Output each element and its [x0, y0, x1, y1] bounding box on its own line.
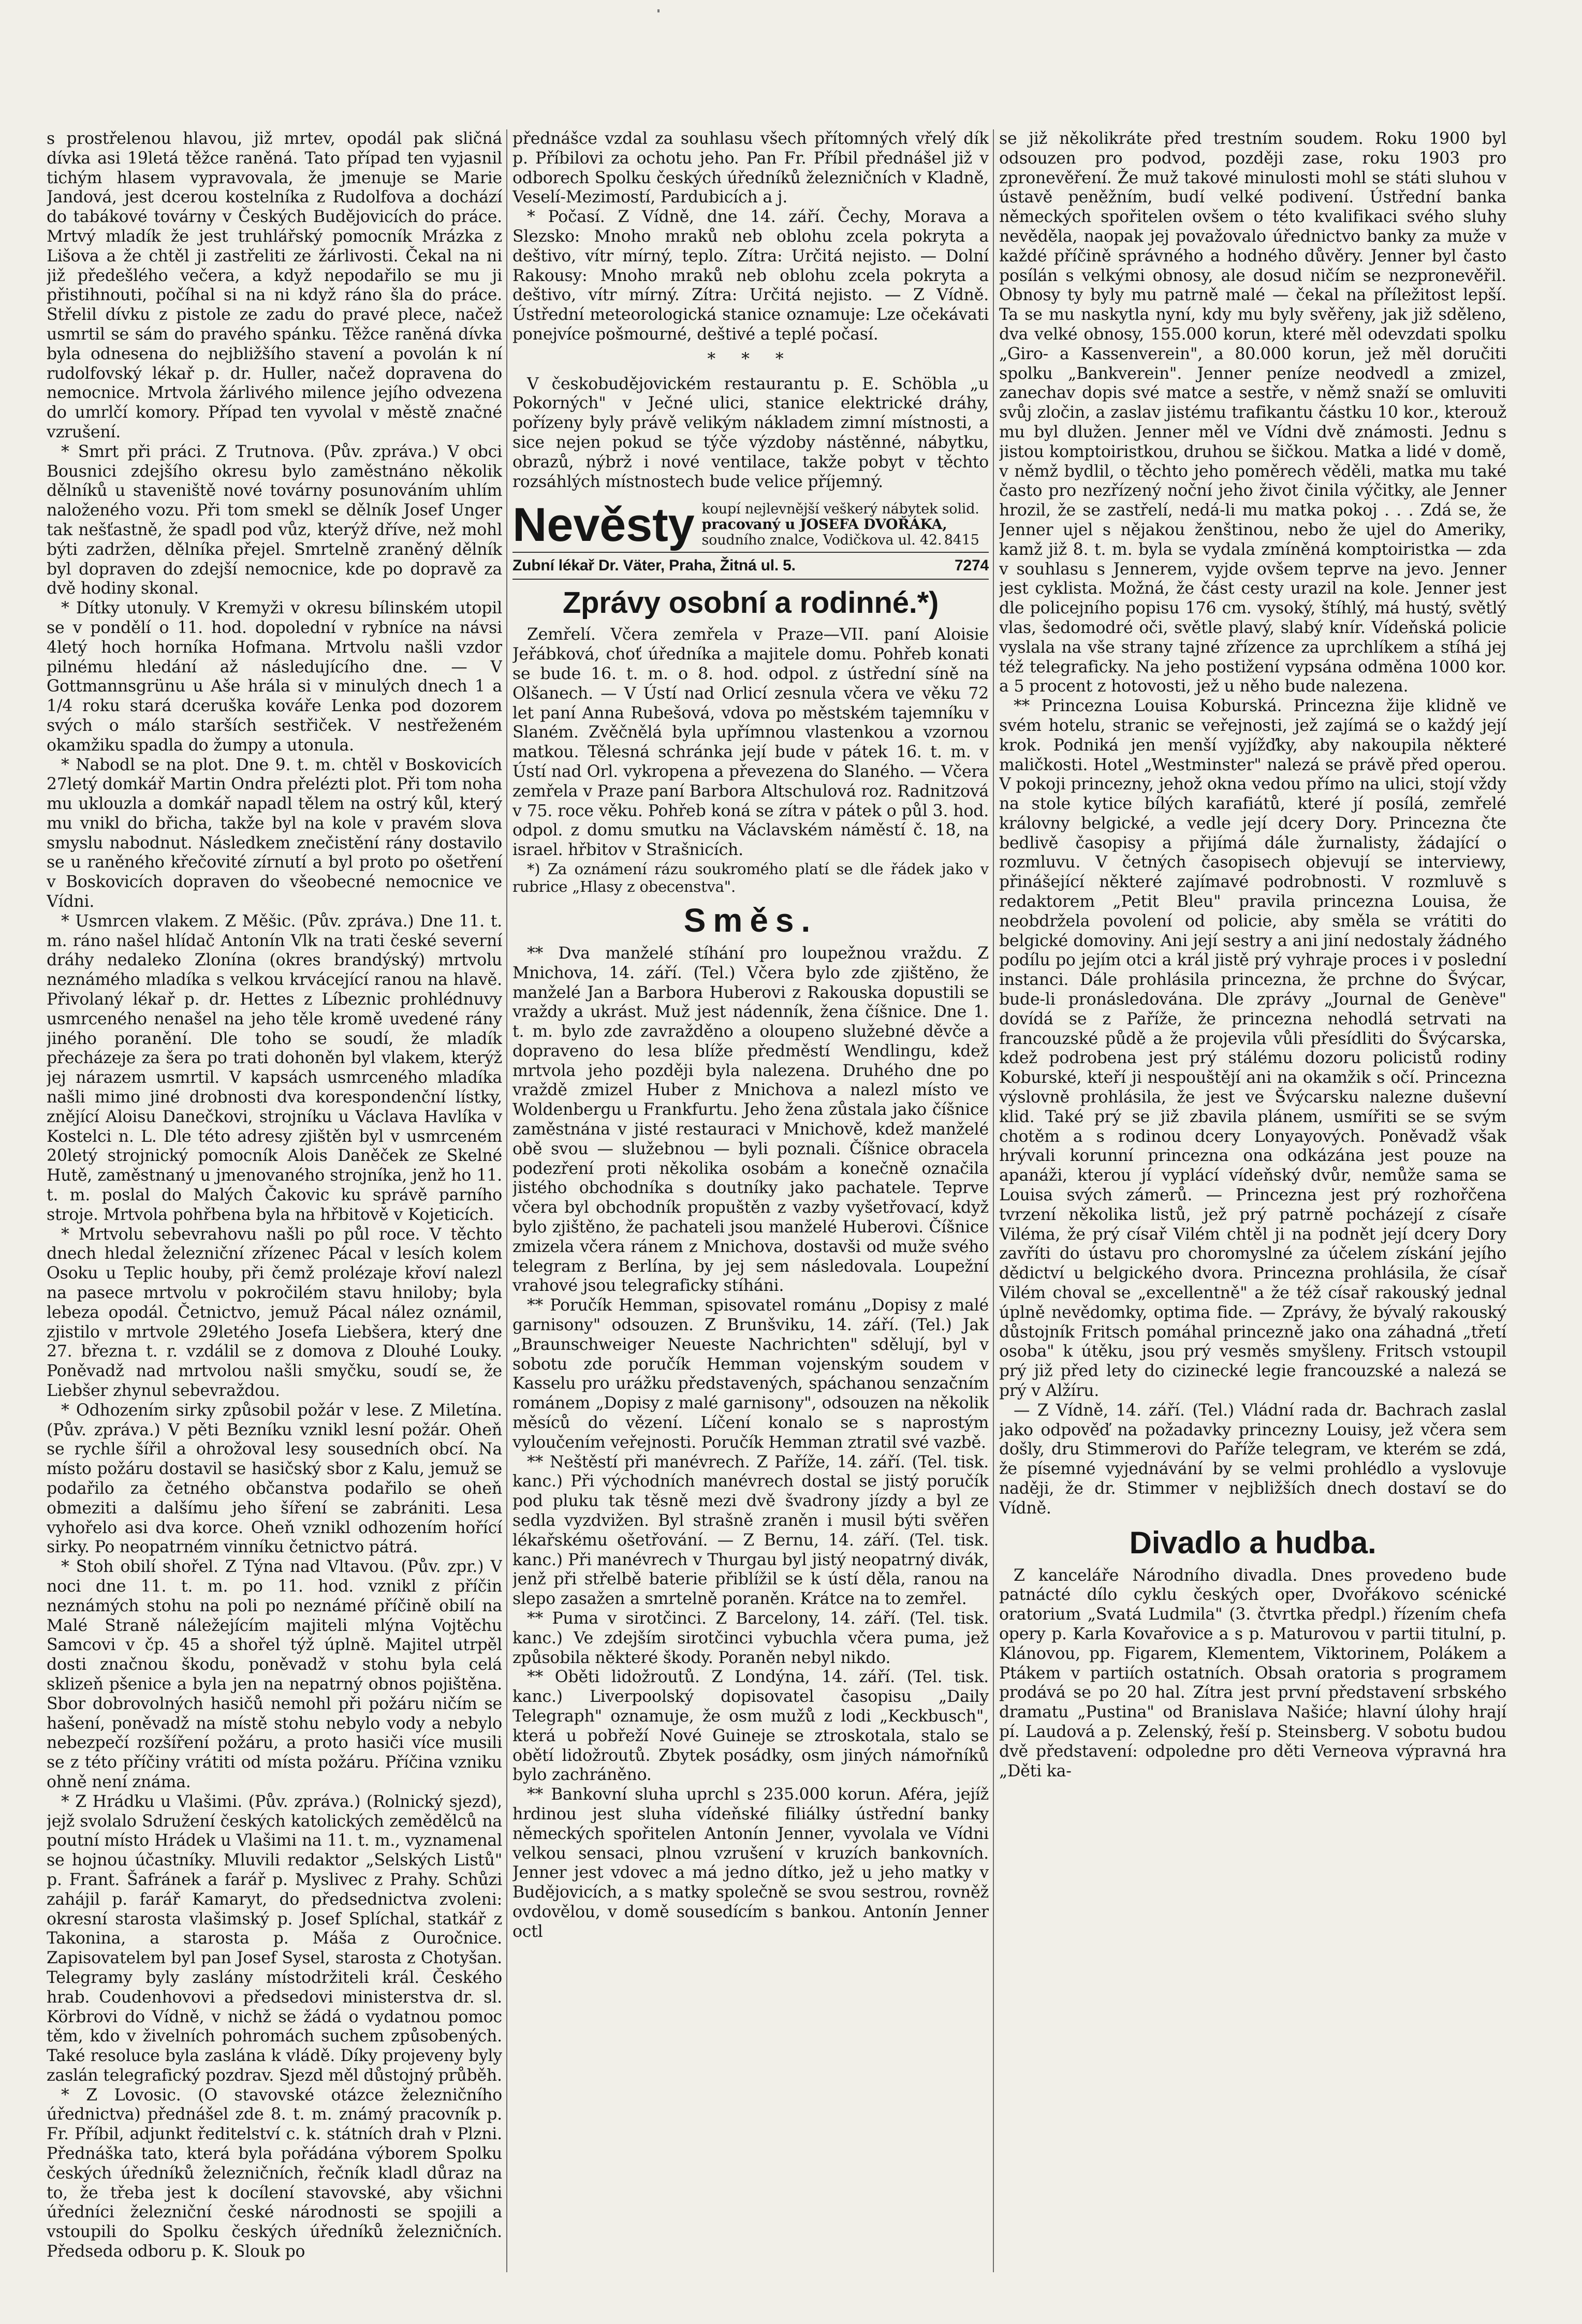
- ad-line: koupí nejlevnější veškerý nábytek solid.: [701, 501, 979, 518]
- article-paragraph: * Stoh obilí shořel. Z Týna nad Vltavou. (Pův. zpr.) V noci dne 11. t. m. po 11. hod. vznikl z příčin neznámých stohu na poli po neznámé příčině obilí na Malé Straně náležejícím majiteli mlýna Vojtěchu Samcovi v čp. 45 a shořel týž úplně. Majitel utrpěl dosti značnou škodu, poněvadž v stohu byla celá sklizeň pšenice a byla jen na nepatrný obnos pojištěna. Sbor dobrovolných hasičů nemohl při požáru ničím se hašení, poněvadž na místě stohu nebylo vody a nebylo nebezpečí rozšíření požáru, a proto hasiči více musili se z této příčiny vrátiti od místa požáru. Příčina vzniku ohně není známa.: [47, 1557, 502, 1791]
- article-paragraph: * Mrtvolu sebevrahovu našli po půl roce. V těchto dnech hledal železniční zřízenec Pácal v lesích kolem Osoku u Teplic houby, při čemž prolézaje křoví nalezl na pasece mrtvolu v pokročilém stavu hniloby; byla lebeza opodál. Četnictvo, jemuž Pácal nález oznámil, zjistilo v mrtvole 29letého Josefa Liebšera, který dne 27. března t. r. vzdálil se z domova z Dlouhé Louky. Poněvadž nad mrtvolou našli smyčku, soudí se, že Liebšer zhynul sebevraždou.: [47, 1225, 502, 1400]
- page-mark: [657, 9, 660, 12]
- section-heading-theatre: Divadlo a hudba.: [1129, 1525, 1376, 1560]
- ad-text: Zubní lékař Dr. Väter, Praha, Žitná ul. 5.: [512, 557, 796, 575]
- article-paragraph: * Usmrcen vlakem. Z Měšic. (Pův. zpráva.) Dne 11. t. m. ráno našel hlídač Antonín Vlk na trati české severní dráhy nedaleko Zlonína (okres brandýský) mrtvolu neznámého mladíka s velkou krvácející ranou na hlavě. Přivolaný lékař p. dr. Hettes z Líbeznic prohlédnuvy usmrceného nenašel na jeho těle kromě uvedené rány jiného poranění. Dle toho se soudí, že mladík přecházeje za šera po trati dohoněn byl vlakem, kterýž jej nárazem usmrtil. V kapsách usmrceného mladíka našli mimo jiné drobnosti dva korespondenční lístky, znějící Aloisu Danečkovi, strojníku u Václava Havlíka v Kostelci n. L. Dle této adresy zjištěn byl v usmrceném 20letý strojnický pomocník Alois Daněček ze Skelné Hutě, zaměstnaný u jmenovaného strojníka, jenž ho 11. t. m. poslal do Malých Čakovic ku správě parního stroje. Mrtvola pohřbena byla na hřbitově v Kojeticích.: [47, 911, 502, 1224]
- restaurant-notice: V českobudějovickém restaurantu p. E. Schöbla „u Pokorných" v Ječné ulici, stanice elektrické dráhy, pořízeny byly právě velikým nákladem zimní místnosti, a sice nejen pokud se týče výzdoby nástěnné, nábytku, obrazů, nýbrž i nové ventilace, takže pobyt v těchto rozsáhlých místnostech bude velice příjemný.: [512, 374, 989, 491]
- ad-line: pracovaný u JOSEFA DVOŘÁKA,: [701, 517, 947, 533]
- article-paragraph: přednášce vzdal za souhlasu všech přítomných vřelý dík p. Příbilovi za ochotu jeho. Pan Fr. Příbil přednášel již v odborech Spolku českých úředníků železničních v Kladně, Veselí-Mezimostí, Pardubicích a j.: [512, 129, 989, 207]
- obituaries: Zemřelí. Včera zemřela v Praze—VII. paní Aloisie Jeřábková, choť úředníka a majitele domu. Pohřeb konati se bude 16. t. m. o 8. hod. odpol. z ústřední síně na Olšanech. — V Ústí nad Orlicí zesnula včera ve věku 72 let paní Anna Rubešová, vdova po městském tajemníku v Slaném. Zvěčnělá byla upřímnou vlastenkou a vzornou matkou. Tělesná schránka její bude v pátek 16. t. m. v Ústí nad Orl. vykropena a převezena do Slaného. — Včera zemřela v Praze paní Barbora Altschulová roz. Radnitzová v 75. roce věku. Pohřeb koná se zítra v pátek o půl 3. hod. odpol. z domu smutku na Václavském náměstí č. 18, na israel. hřbitov v Strašnicích.: [512, 625, 989, 860]
- article-paragraph: * Z Lovosic. (O stavovské otázce železničního úřednictva) přednášel zde 8. t. m. známý pracovník p. Fr. Příbil, adjunkt ředitelství c. k. státních drah v Plzni. Přednáška tato, která byla pořádána výborem Spolku českých úředníků železničních, řečník kladl důraz na to, že třeba jest k docílení stavovské, aby všichni úředníci železniční české národnosti se spojili a vstoupili do Spolku českých úředníků železničních. Předseda odboru p. K. Slouk po: [47, 2085, 502, 2261]
- ad-code: 7274: [955, 557, 989, 575]
- column-3: [999, 129, 1506, 2272]
- section-heading-personal: Zprávy osobní a rodinné.*): [562, 586, 939, 620]
- article-paragraph: * Dítky utonuly. V Kremyži v okresu bílinském utopil se v pondělí o 11. hod. dopolední v rybníce na návsi 4letý hoch horníka Hofmana. Mrtvolu našli vzdor pilnému hledání až následujícího dne. — V Gottmannsgrünu u Aše hrála si v minulých dnech 1 a 1/4 roku stará dceruška kováře Lenka pod dozorem svých o málo starších sestřiček. V nestřeženém okamžiku spadla do žumpy a utonula.: [47, 599, 502, 755]
- article-paragraph: * Smrt při práci. Z Trutnova. (Pův. zpráva.) V obci Bousnici zdejšího okresu bylo zaměstnáno několik dělníků u staveniště nové továrny posunováním uhlím naloženého vozu. Při tom smekl se dělník Josef Unger tak nešťastně, že spadl pod vůz, kterýž dříve, než mohl býti zadržen, dělníka přejel. Smrtelně zraněný dělník byl dopraven do zdejší nemocnice, kde po dopravě za dvě hodiny skonal.: [47, 442, 502, 598]
- section-stars: * * *: [707, 349, 794, 369]
- article-paragraph: * Z Hrádku u Vlašimi. (Pův. zpráva.) (Rolnický sjezd), jejž svolalo Sdružení českých katolických zemědělců na poutní místo Hrádek u Vlašimi na 11. t. m., vyznamenal se hojnou účastníky. Mluvili redaktor „Selských Listů" p. Frant. Šafránek a farář p. Myslivec z Prahy. Schůzi zahájil p. farář Kamaryt, do předsednictva zvoleni: okresní starosta vlašimský p. Josef Splíchal, statkář z Takonina, a starosta p. Máša z Ouročnice. Zapisovatelem byl pan Josef Sysel, starosta z Chotyšan. Telegramy byly zaslány místodržiteli král. Českého hrab. Coudenhovovi a předsedovi ministerstva dr. sl. Körbrovi do Vídně, v nichž se žádá o vydatnou pomoc těm, kdo v živelních pohromách suchem způsobených. Také resoluce byla zaslána k vládě. Díky projeveny byly zaslán telegrafický pozdrav. Sjezd měl důstojný průběh.: [47, 1792, 502, 2085]
- article-paragraph: — Z Vídně, 14. září. (Tel.) Vládní rada dr. Bachrach zaslal jako odpověď na požadavky princezny Louisy, jež včera sem došly, dru Stimmerovi do Paříže telegram, ve kterém se zdá, že písemné vyjednávání by se velmi prohlédlo a vyslovuje naději, že dr. Stimmer v nejbližších dnech dostaví se do Vídně.: [999, 1401, 1506, 1518]
- section-heading-miscellany: Směs.: [683, 901, 818, 939]
- column-2: [512, 129, 989, 2272]
- advertisement-nevesty: [512, 498, 989, 553]
- article-paragraph: ** Princezna Louisa Koburská. Princezna žije klidně ve svém hotelu, stranic se veřejnosti, jež zajímá se o každý její krok. Podniká jen menší vyjížďky, aby nakoupila některé maličkosti. Hotel „Westminster" nalezá se právě před operou. V pokoji princezny, jehož okna vedou přímo na ulici, stojí vždy na stole kytice bílých karafiátů, které jí posílá, zemřelé královny belgické, a vedle její dcery Dory. Princezna čte bedlivě časopisy a přijímá dále žurnalisty, žádající o rozmluvu. V četných časopisech objevují se interviewy, přinášející některé zajímavé podrobnosti. V rozmluvě s redaktorem „Petit Bleu" pravila princezna Louisa, že neobdržela povolení od policie, aby směla se vrátiti do belgické domoviny. Ani její sestry a ani jiní nedostaly žádného podílu po jejím otci a král jistě prý vyhraje proces i v poslední instanci. Dále prohlásila princezna, že prchne do Švýcar, bude-li pronásledována. Dle zprávy „Journal de Genève" dovídá se z Paříže, že princezna nehodlá setrvati na francouzské půdě a že projevila vůli přesídliti do Švýcarska, kdež podrobena jest prý stálému dozoru policistů rodiny Koburské, kteří ji nespouštějí ani na okamžik s očí. Princezna výslovně prohlásila, že jest ve Švýcarsku nalezne duševní klid. Také prý se již zbavila plánem, usmířiti se se svým chotěm a s rodinou dcery Lonyayových. Poněvadž však hrývali korunní princezna ona odkázána jest pouze na apanáži, kterou jí vyplácí vídeňský dvůr, nemůže sama se Louisa svých zámerů. — Princezna jest prý rozhořčena tvrzení několika listů, jež prý patrně pocházejí z císaře Viléma, že prý císař Vilém chtěl ji na podnět její dcery Dory zavříti do ústavu pro choromyslné za účelem získání jejího dědictví u belgického dvora. Princezna prohlásila, že císař Vilém choval se „excellentně" a že též císař rakouský jednal úplně nevědomky, optima fide. — Zprávy, že bývalý rakouský důstojník Fritsch pomáhal princezně jako ona záhadná „třetí osoba" k útěku, jsou prý vesměs smyšleny. Fritsch vstoupil prý již před lety do cizinecké legie francouzské a nalezá se prý v Alžíru.: [999, 697, 1506, 1400]
- article-paragraph: ** Poručík Hemman, spisovatel románu „Dopisy z malé garnisony" odsouzen. Z Brunšviku, 14. září. (Tel.) Jak „Braunschweiger Neueste Nachrichten" sdělují, byl v sobotu zde poručík Hemman vojenským soudem v Kasselu pro urážku představených, spáchanou senzačním románem „Dopisy z malé garnisony", odsouzen na několik měsíců do vězení. Líčení konalo se s naprostým vyloučením veřejnosti. Poručík Hemman ztratil své vazbě.: [512, 1296, 989, 1452]
- article-paragraph: s prostřelenou hlavou, již mrtev, opodál pak sličná dívka asi 19letá těžce raněná. Tato případ ten vyjasnil tichým hlasem vypravovala, že jmenuje se Marie Jandová, jest dcerou kostelníka z Rudolfova a dochází do tabákové továrny v Českých Budějovicích do práce. Mrtvý mladík že jest truhlářský pomocník Mrázka z Lišova a že chtěl ji zastřeliti ze žárlivosti. Čekal na ni již předešlého večera, a když nepodařilo se mu ji přistihnouti, počíhal si na ni když ráno šla do práce. Střelil dívku z pistole ze zadu do pravé plece, načež usmrtil se sám do pravého spánku. Těžce raněná dívka byla odnesena do nejbližšího stavení a povolán k ní rudolfovský lékař p. dr. Huller, načež dopravena do nemocnice. Mrtvola žárlivého milence jejího odvezena do umrlčí komory. Případ ten vyvolal v městě značné vzrušení.: [47, 129, 502, 442]
- footnote: *) Za oznámení rázu soukromého platí se dle řádek jako v rubrice „Hlasy z obecenstva".: [512, 860, 989, 895]
- weather-report: * Počasí. Z Vídně, dne 14. září. Čechy, Morava a Slezsko: Mnoho mraků neb oblohu zcela pokryta a deštivo, vítr mírný, teplo. Zítra: Určitá nejisto. — Dolní Rakousy: Mnoho mraků neb oblohu zcela pokryta a deštivo, vítr mírný. Zítra: Určitá nejisto. — Z Vídně. Ústřední meteorologická stanice oznamuje: Lze očekávati ponejvíce pošmourné, deštivé a teplé počasí.: [512, 208, 989, 344]
- ad-line: soudního znalce, Vodičkova ul. 42.: [701, 532, 942, 549]
- ad-text: [702, 502, 979, 548]
- article-paragraph: * Odhozením sirky způsobil požár v lese. Z Miletína. (Pův. zpráva.) V pěti Bezníku vznikl lesní požár. Oheň se rychle šířil a ohrožoval lesy sousedních obcí. Na místo požáru dostavil se hasičský sbor z Kalu, jemuž se podařilo za četného občanstva podařilo se oheň obmeziti a dalšímu jeho šíření se zabrániti. Lesa vyhořelo asi dva korce. Oheň vznikl odhozením hořící sirky. Po neopatrném vinníku četnictvo pátrá.: [47, 1401, 502, 1557]
- article-paragraph: se již několikráte před trestním soudem. Roku 1900 byl odsouzen pro podvod, později zase, roku 1903 pro zpronevěření. Že muž takové minulosti mohl se státi sluhou v ústavě peněžním, budí velké podivení. Ústřední banka německých spořitelen ovšem o této kvalifikaci svého sluhy nevěděla, naopak jej považovalo úřednictvo banky za muže v každé příčině správného a hodného důvěry. Jenner byl často posílán s velkými obnosy, ale dosud ničím se nezpronevěřil. Obnosy ty byly mu patrně malé — čekal na příležitost lepší. Ta se mu naskytla nyní, kdy mu byly svěřeny, jak již sděleno, dva velké obnosy, 155.000 korun, které měl odevzdati spolku „Giro- a Kassenverein", a 80.000 korun, jež měl doručiti spolku „Bankverein". Jenner peníze neodvedl a zmizel, zanechav dopis své matce a sestře, v němž snaží se omluviti svůj zločin, a zaslav jistému trafikantu částku 10 kor., kterouž mu byl dlužen. Jenner měl ve Vídni dvě známosti. Jednu s jistou komptoiristkou, druhou se šičkou. Matka a lidé v domě, v němž bydlil, o těchto jeho poměrech věděli, matka mu také často pro nezřízený noční jeho život činila výčitky, ale Jenner hrozil, že se zastřelí, nedá-li mu matka pokoj . . . Zdá se, že Jenner ujel s nějakou ženštinou, nebo že ujel do Ameriky, kamž již 8. t. m. byla se vydala zmíněná komptoiristka — zda v souhlasu s Jennerem, vyjde ovšem teprve na jevo. Jenner jest cyklista. Možná, že část cesty urazil na kole. Jenner jest dle policejního popisu 176 cm. vysoký, štíhlý, má hustý, světlý vlas, šedomodré oči, světle plavý, slabý knír. Vídeňská policie vyslala na vše strany tajné zřízence za uprchlíkem a stíhá jej též telegraficky. Na jeho postižení vypsána odměna 1000 kor. a 5 procent z hotovosti, jež u něho bude nalezena.: [999, 129, 1506, 696]
- article-paragraph: ** Oběti lidožroutů. Z Londýna, 14. září. (Tel. tisk. kanc.) Liverpoolský dopisovatel časopisu „Daily Telegraph" oznamuje, že osm mužů z lodi „Keckbusch", která u pobřeží Nové Guineje se ztroskotala, stalo se obětí lidožroutů. Zbytek posádky, osm jiných námořníků bylo zachráněno.: [512, 1668, 989, 1785]
- column-rule-2: [993, 129, 994, 2272]
- article-paragraph: ** Bankovní sluha uprchl s 235.000 korun. Aféra, jejíž hrdinou jest sluha vídeňské filiálky ústřední banky německých spořitelen Antonín Jenner, vyvolala ve Vídni velkou sensaci, plnou vzrušení v kruzích bankovních. Jenner jest vdovec a má jedno dítko, jež u jeho matky v Budějovicích, a s matky společně se svou sestrou, rovněž ovdovělou, v domě sousedícím s bankou. Antonín Jenner octl: [512, 1785, 989, 1941]
- article-paragraph: ** Dva manželé stíhání pro loupežnou vraždu. Z Mnichova, 14. září. (Tel.) Včera bylo zde zjištěno, že manželé Jan a Barbora Huberovi z Rakouska dopustili se vraždy a ukrást. Muž jest nádenník, žena číšnice. Dne 1. t. m. bylo zde zavražděno a oloupeno služebné děvče a dopraveno do lesa blíže předměstí Wendlingu, kdež mrtvola jeho později byla nalezena. Druhého dne po vraždě zmizel Huber z Mnichova a nalezl místo ve Woldenbergu u Frankfurtu. Jeho žena zůstala jako číšnice zaměstnána v jisté restauraci v Mnichově, kdež manželé obě svou — služebnou — byli poznali. Číšnice obracela podezření proti několika osobám a konečně označila jistého obchodníka s doutníky jako pachatele. Teprve včera byl obchodník propuštěn z vazby vyšetřovací, když bylo zjištěno, že pachateli jsou manželé Huberovi. Číšnice zmizela včera ránem z Mnichova, dostavši od muže svého telegram z Berlína, by jej sem následovala. Loupežní vrahové jsou telegraficky stíháni.: [512, 944, 989, 1296]
- column-1: [47, 129, 502, 2272]
- ad-code: 8415: [944, 532, 979, 549]
- article-paragraph: ** Puma v sirotčinci. Z Barcelony, 14. září. (Tel. tisk. kanc.) Ve zdejším sirotčinci vybuchla včera puma, jež způsobila některé škody. Poraněn nebyl nikdo.: [512, 1609, 989, 1667]
- article-paragraph: * Nabodl se na plot. Dne 9. t. m. chtěl v Boskovicích 27letý domkář Martin Ondra přelézti plot. Při tom noha mu uklouzla a domkář napadl tělem na ostrý kůl, který mu vnikl do břicha, takže byl na kole v pravém slova smyslu nabodnut. Následkem znečistění rány dostavilo se u raněného křečovité zírnutí a byl proto po ošetření v Boskovicích dopraven do všeobecné nemocnice ve Vídni.: [47, 755, 502, 911]
- article-paragraph: Z kanceláře Národního divadla. Dnes provedeno bude patnácté dílo cyklu českých oper, Dvořákovo scénické oratorium „Svatá Ludmila" (3. čtvrtka předpl.) řízením chefa opery p. Karla Kovařovice a s p. Maturovou v partii titulní, p. Klánovou, pp. Figarem, Klementem, Viktorinem, Polákem a Ptákem v partiích ostatních. Obsah oratoria s programem prodává se po 20 hal. Zítra jest první představení srbského dramatu „Pustina" od Branislava Našiće; hlavní úlohy hrají pí. Laudová a p. Zelenský, řeší p. Steinsberg. V sobotu budou dvě představení: odpoledne pro děti Verneova výpravná hra „Děti ka-: [999, 1566, 1506, 1781]
- advertisement-dentist: [512, 556, 989, 580]
- ad-headline: Nevěsty: [512, 498, 695, 552]
- article-paragraph: ** Neštěstí při manévrech. Z Paříže, 14. září. (Tel. tisk. kanc.) Při východních manévrech dostal se jistý poručík pod pluku tak těsně mezi dvě švadrony jízdy a byl ze sedla vyzdvižen. Byl strašně zraněn i musil býti svěřen lékařskému ošetřování. — Z Bernu, 14. září. (Tel. tisk. kanc.) Při manévrech v Thurgau byl jistý neopatrný divák, jenž při střelbě baterie přiblížil se k ústí děla, ranou na slepo zasažen a smrtelně poraněn. Krátce na to zemřel.: [512, 1452, 989, 1609]
- column-rule-1: [506, 129, 507, 2272]
